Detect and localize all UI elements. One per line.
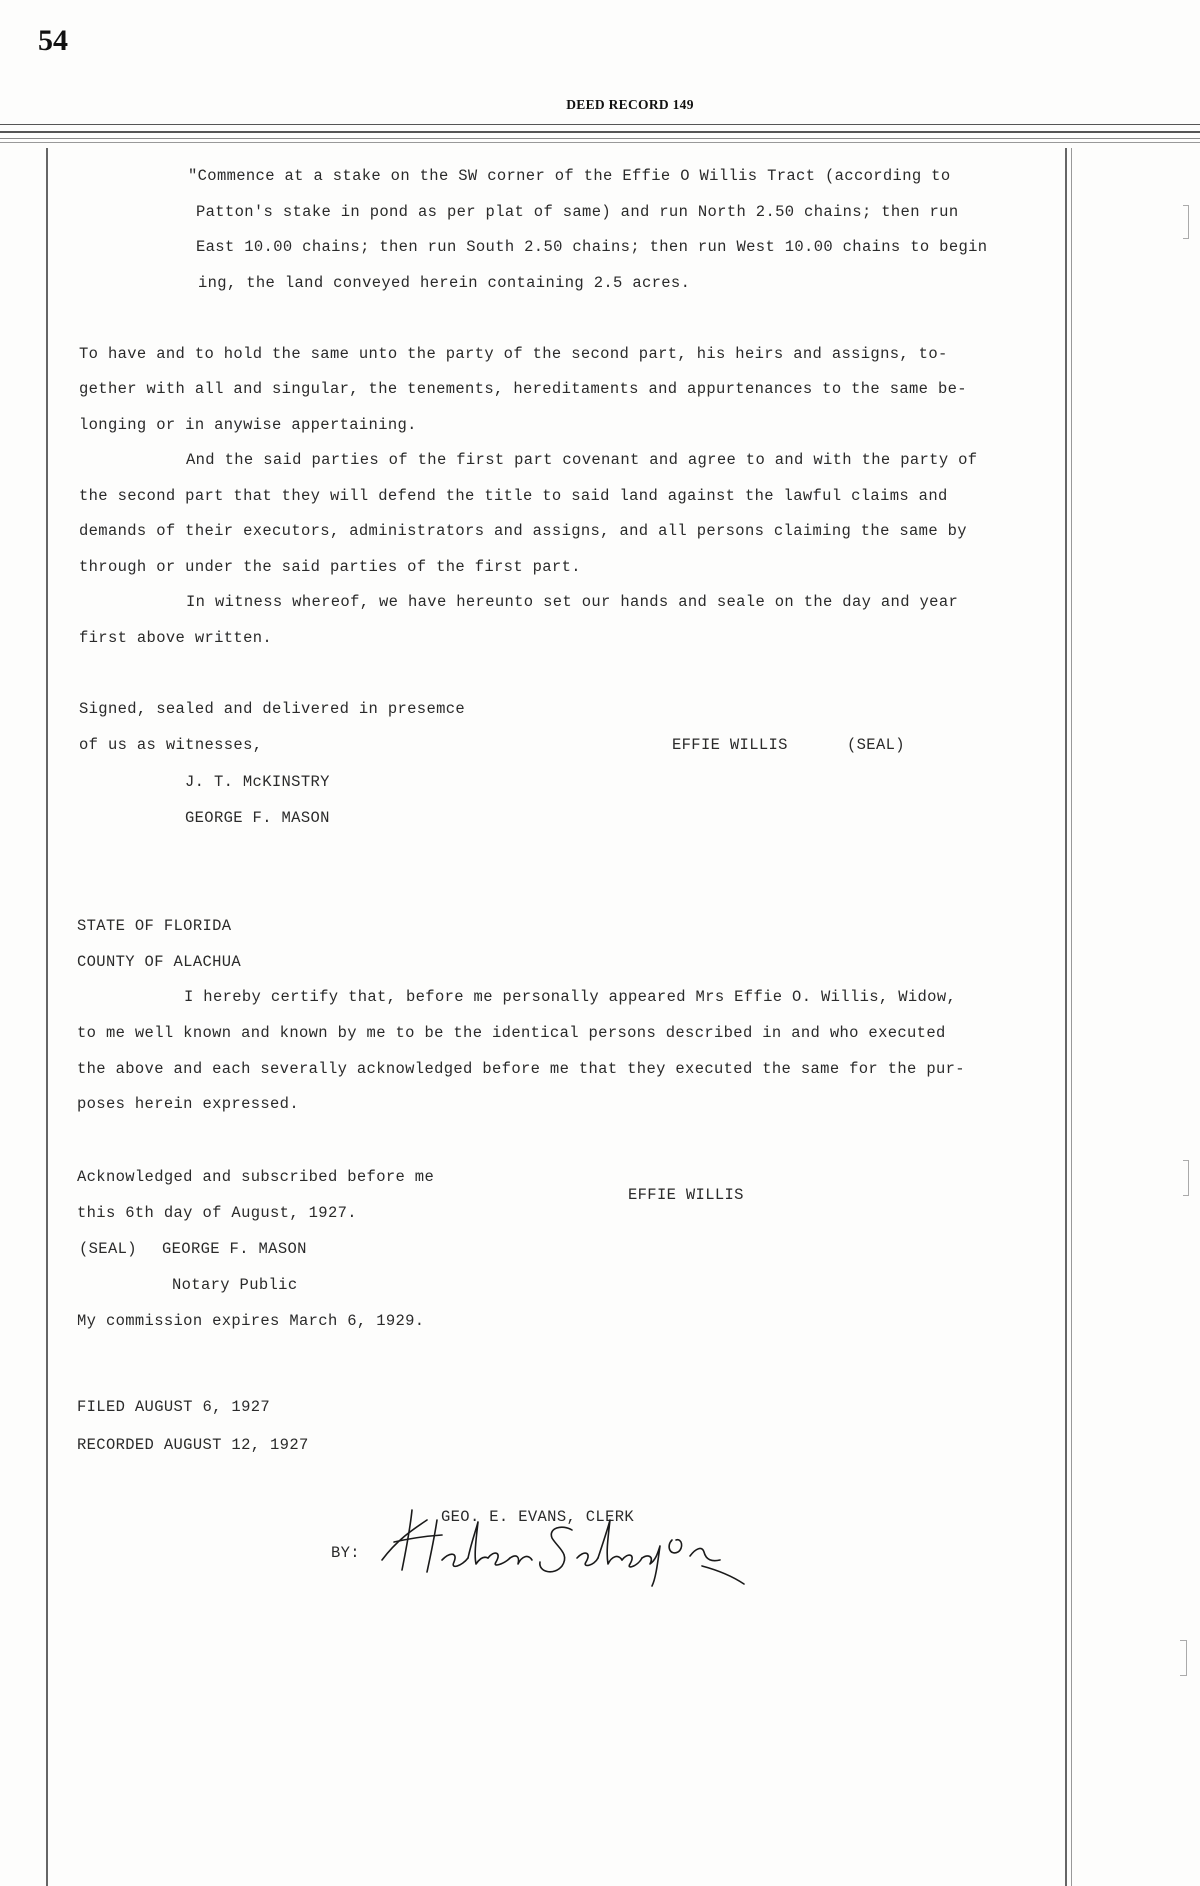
- recorded-date: RECORDED AUGUST 12, 1927: [77, 1436, 309, 1454]
- right-margin-rule: [1065, 148, 1067, 1886]
- venue-state: STATE OF FLORIDA: [77, 917, 232, 935]
- notary-date: this 6th day of August, 1927.: [77, 1204, 357, 1222]
- description-line: Patton's stake in pond as per plat of same) and run North 2.50 chains; then run: [196, 203, 959, 221]
- venue-county: COUNTY OF ALACHUA: [77, 953, 242, 971]
- habendum-line: gether with all and singular, the tenements, hereditaments and appurtenances to the same be-: [79, 380, 967, 398]
- grantor-signature: EFFIE WILLIS: [672, 736, 788, 754]
- description-line: ing, the land conveyed herein containing 2.5 acres.: [198, 274, 691, 292]
- acknowledger-signature: EFFIE WILLIS: [628, 1186, 744, 1204]
- header-rule: [0, 142, 1200, 143]
- witness-line: first above written.: [79, 629, 273, 647]
- right-margin-rule: [1071, 148, 1072, 1886]
- clerk-name: GEO. E. EVANS, CLERK: [441, 1508, 635, 1526]
- filed-date: FILED AUGUST 6, 1927: [77, 1398, 271, 1416]
- header-rule: [0, 131, 1200, 133]
- header-rule: [0, 138, 1200, 139]
- habendum-line: longing or in anywise appertaining.: [79, 416, 417, 434]
- description-line: "Commence at a stake on the SW corner of the Effie O Willis Tract (according to: [188, 167, 951, 185]
- left-margin-rule: [46, 148, 48, 1886]
- execution-line: Signed, sealed and delivered in presemce: [79, 700, 466, 718]
- clerk-by-label: BY:: [331, 1544, 360, 1562]
- witness-name: J. T. McKINSTRY: [185, 773, 330, 791]
- page-header: DEED RECORD 149: [566, 97, 694, 112]
- notary-line: Acknowledged and subscribed before me: [77, 1168, 435, 1186]
- witness-line: In witness whereof, we have hereunto set our hands and seale on the day and year: [186, 593, 959, 611]
- margin-mark: [1183, 205, 1189, 239]
- handwritten-signature: [372, 1500, 752, 1590]
- notary-seal: (SEAL): [79, 1240, 137, 1258]
- grantor-seal: (SEAL): [847, 736, 905, 754]
- notary-title: Notary Public: [172, 1276, 298, 1294]
- covenant-line: the second part that they will defend the title to said land against the lawful claims and: [79, 487, 948, 505]
- header-rule: [0, 124, 1200, 125]
- covenant-line: through or under the said parties of the first part.: [79, 558, 581, 576]
- margin-mark: [1183, 1160, 1189, 1196]
- acknowledgment-line: to me well known and known by me to be the identical persons described in and who executed: [77, 1024, 946, 1042]
- notary-commission: My commission expires March 6, 1929.: [77, 1312, 425, 1330]
- page-number: 54: [38, 24, 68, 57]
- acknowledgment-line: poses herein expressed.: [77, 1095, 299, 1113]
- witness-name: GEORGE F. MASON: [185, 809, 330, 827]
- acknowledgment-line: I hereby certify that, before me personally appeared Mrs Effie O. Willis, Widow,: [184, 988, 957, 1006]
- execution-line: of us as witnesses,: [79, 736, 263, 754]
- acknowledgment-line: the above and each severally acknowledged before me that they executed the same for the pur-: [77, 1060, 965, 1078]
- notary-name: GEORGE F. MASON: [162, 1240, 307, 1258]
- description-line: East 10.00 chains; then run South 2.50 chains; then run West 10.00 chains to begin: [196, 238, 988, 256]
- margin-mark: [1180, 1640, 1187, 1676]
- covenant-line: demands of their executors, administrators and assigns, and all persons claiming the same by: [79, 522, 967, 540]
- habendum-line: To have and to hold the same unto the party of the second part, his heirs and assigns, to-: [79, 345, 948, 363]
- covenant-line: And the said parties of the first part covenant and agree to and with the party of: [186, 451, 978, 469]
